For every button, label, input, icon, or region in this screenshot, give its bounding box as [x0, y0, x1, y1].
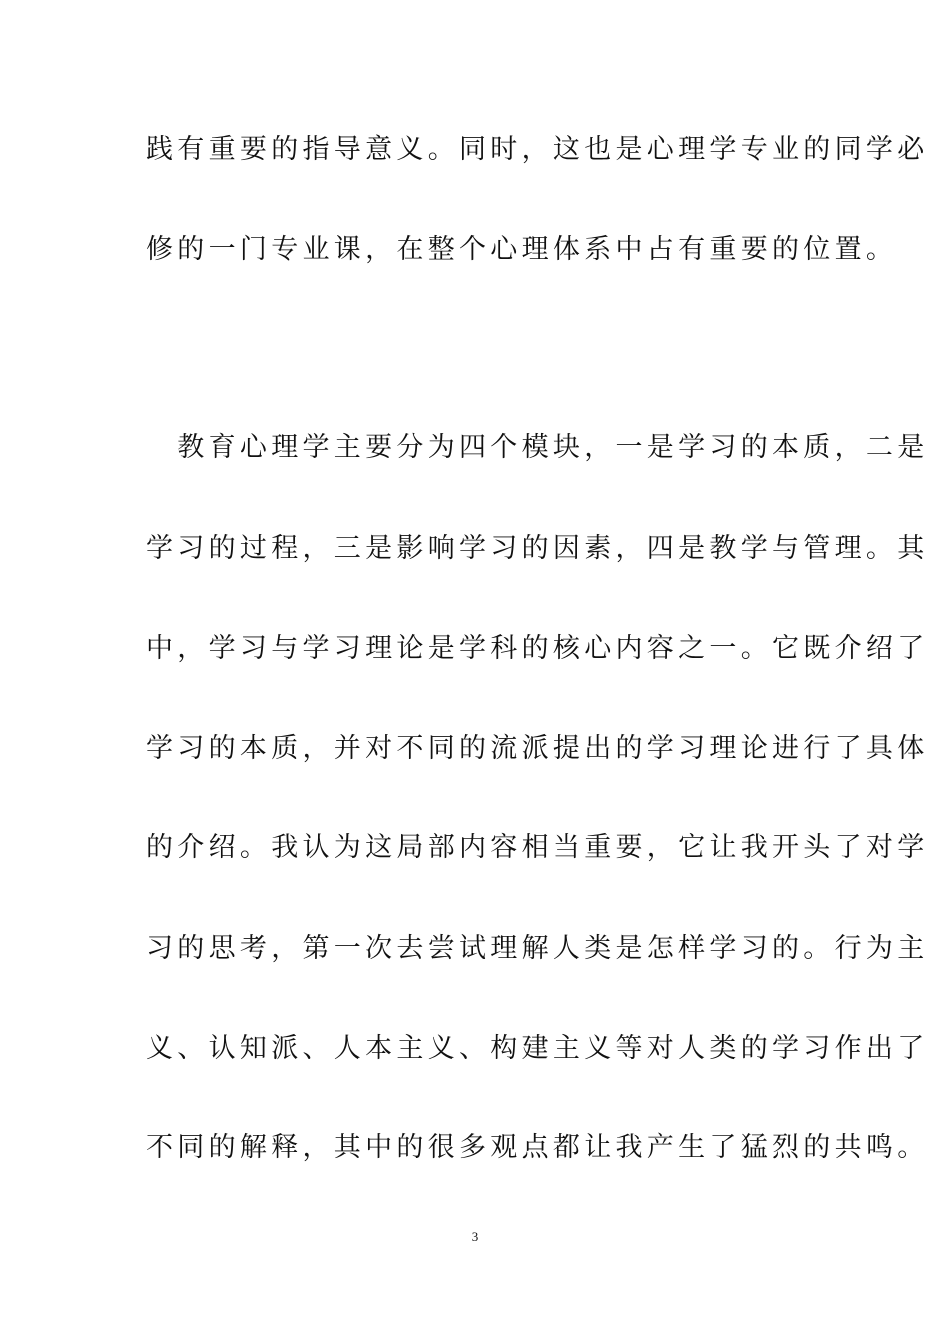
paragraph-line: 中，学习与学习理论是学科的核心内容之一。它既介绍了 [146, 633, 929, 664]
paragraph-line: 学习的本质，并对不同的流派提出的学习理论进行了具体 [146, 733, 929, 764]
paragraph-line: 习的思考，第一次去尝试理解人类是怎样学习的。行为主 [146, 933, 929, 964]
paragraph-line: 义、认知派、人本主义、构建主义等对人类的学习作出了 [146, 1033, 929, 1064]
paragraph-line: 学习的过程，三是影响学习的因素，四是教学与管理。其 [146, 533, 929, 564]
paragraph-line: 不同的解释，其中的很多观点都让我产生了猛烈的共鸣。 [146, 1132, 929, 1163]
paragraph-line: 的介绍。我认为这局部内容相当重要，它让我开头了对学 [146, 832, 929, 863]
page-number: 3 [471, 1229, 479, 1244]
paragraph-line: 教育心理学主要分为四个模块，一是学习的本质，二是 [146, 432, 929, 463]
paragraph-line: 践有重要的指导意义。同时，这也是心理学专业的同学必 [146, 134, 929, 165]
paragraph-line: 修的一门专业课，在整个心理体系中占有重要的位置。 [146, 234, 898, 265]
